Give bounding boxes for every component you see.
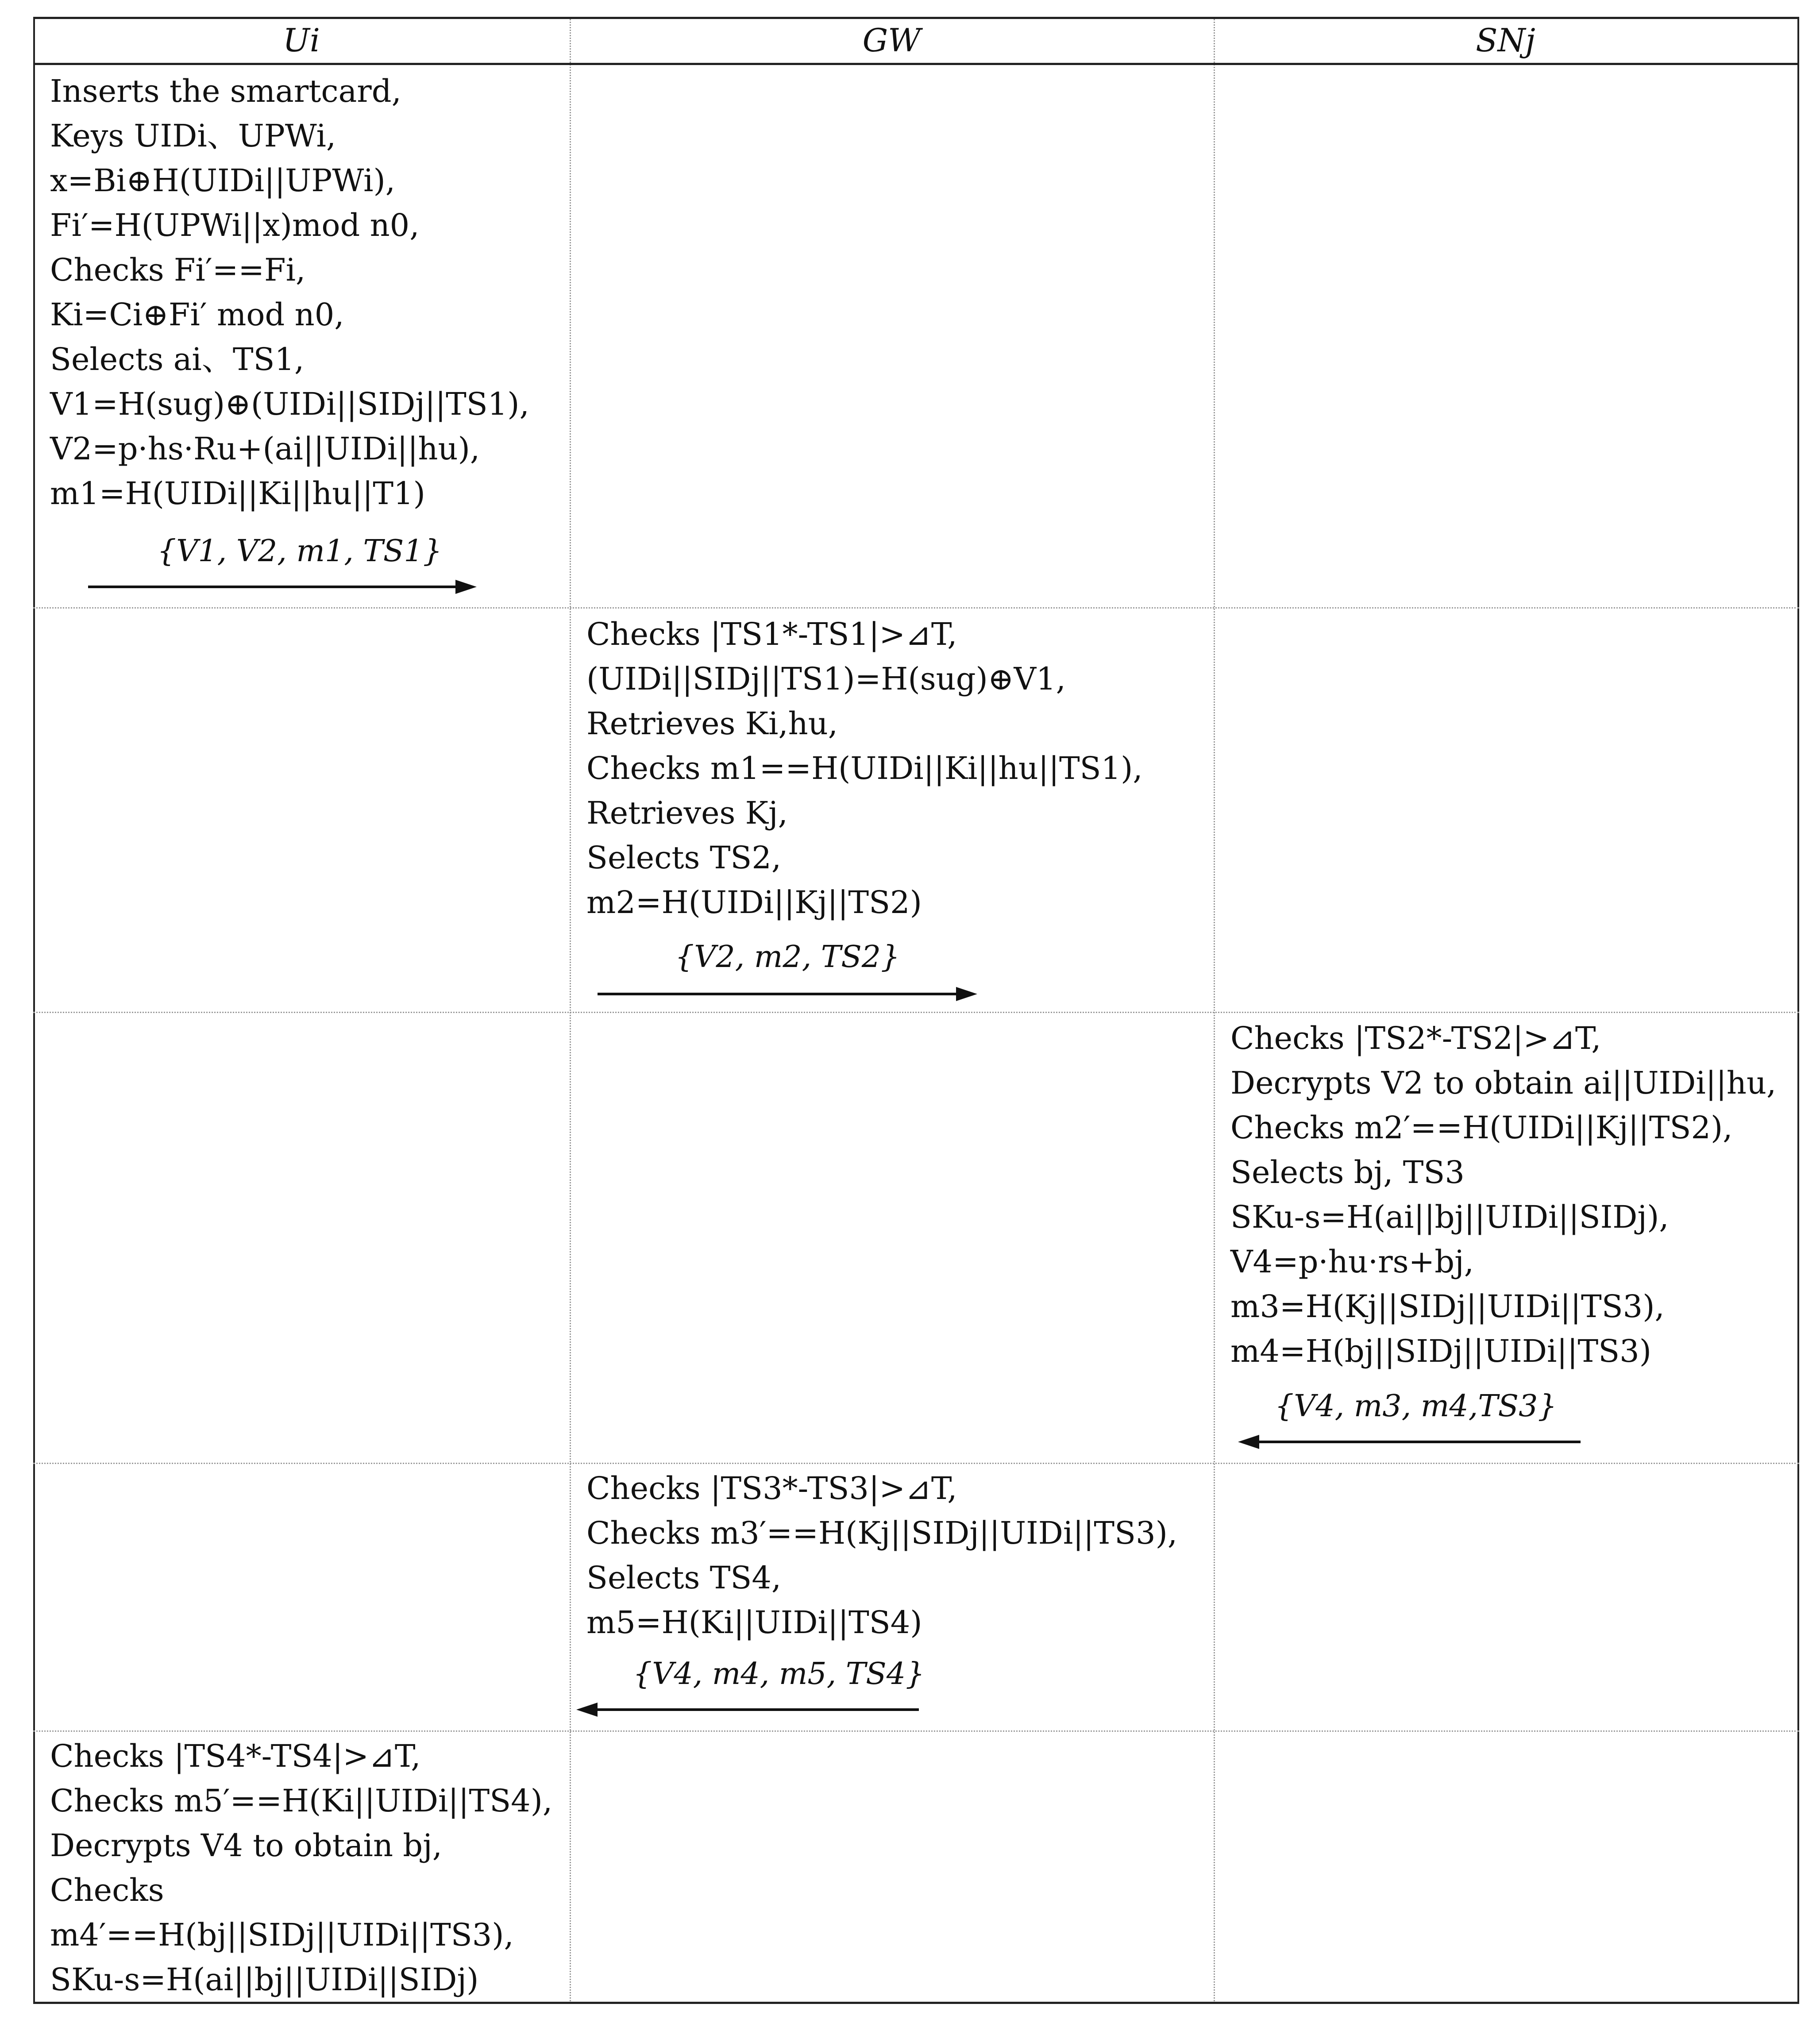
gateway-verification-step <box>586 612 1143 925</box>
step-line: Checks |TS2*-TS2|>⊿T, <box>1230 1020 1601 1056</box>
step-line: Checks m3′==H(Kj||SIDj||UIDi||TS3), <box>586 1515 1178 1551</box>
step-line: Checks |TS1*-TS1|>⊿T, <box>586 616 957 652</box>
step-line: m2=H(UIDi||Kj||TS2) <box>586 884 922 921</box>
step-line: Checks |TS3*-TS3|>⊿T, <box>586 1470 957 1507</box>
step-line: SKu-s=H(ai||bj||UIDi||SIDj) <box>50 1961 479 1998</box>
step-line: Inserts the smartcard, <box>50 73 401 109</box>
step-line: Checks m1==H(UIDi||Ki||hu||TS1), <box>586 750 1143 786</box>
step-line: Retrieves Ki,hu, <box>586 705 838 742</box>
step-line: m5=H(Ki||UIDi||TS4) <box>586 1604 922 1641</box>
column-header-user: Ui <box>283 22 320 59</box>
step-line: m3=H(Kj||SIDj||UIDi||TS3), <box>1230 1288 1665 1325</box>
protocol-table <box>33 17 1799 2004</box>
step-line: Selects TS4, <box>586 1560 782 1596</box>
arrow-left-icon <box>575 1701 921 1718</box>
column-header-gateway: GW <box>862 22 921 59</box>
step-line: Keys UIDi、UPWi, <box>50 118 336 154</box>
step-line: m1=H(UIDi||Ki||hu||T1) <box>50 475 425 512</box>
step-line: Checks m5′==H(Ki||UIDi||TS4), <box>50 1783 553 1819</box>
step-line: Checks Fi′==Fi, <box>50 252 306 288</box>
step-line: SKu-s=H(ai||bj||UIDi||SIDj), <box>1230 1199 1669 1235</box>
message-label: {V4, m4, m5, TS4} <box>633 1657 925 1691</box>
message-label: {V4, m3, m4,TS3} <box>1275 1389 1557 1424</box>
step-line: m4=H(bj||SIDj||UIDi||TS3) <box>1230 1333 1652 1369</box>
step-line: (UIDi||SIDj||TS1)=H(sug)⊕V1, <box>586 661 1066 697</box>
step-line: m4′==H(bj||SIDj||UIDi||TS3), <box>50 1917 514 1953</box>
step-line: Selects bj, TS3 <box>1230 1154 1465 1191</box>
column-header-sensor-node: SNj <box>1476 22 1535 59</box>
step-line: Selects ai、TS1, <box>50 341 305 378</box>
row-divider <box>33 607 1799 609</box>
step-line: x=Bi⊕H(UIDi||UPWi), <box>50 162 396 199</box>
message-label: {V2, m2, TS2} <box>675 940 900 975</box>
step-line: Checks |TS4*-TS4|>⊿T, <box>50 1738 421 1774</box>
step-line: Checks <box>50 1872 164 1908</box>
arrow-right-icon <box>88 578 478 596</box>
gateway-forward-step <box>586 1466 1177 1645</box>
column-divider <box>1214 17 1215 2004</box>
step-line: Decrypts V4 to obtain bj, <box>50 1827 443 1864</box>
sensor-node-step <box>1230 1016 1776 1374</box>
step-line: Retrieves Kj, <box>586 795 788 831</box>
step-line: Ki=Ci⊕Fi′ mod n0, <box>50 297 344 333</box>
step-line: Decrypts V2 to obtain ai||UIDi||hu, <box>1230 1065 1777 1101</box>
message-label: {V1, V2, m1, TS1} <box>157 534 442 569</box>
step-line: Checks m2′==H(UIDi||Kj||TS2), <box>1230 1110 1733 1146</box>
step-line: V4=p·hu·rs+bj, <box>1230 1244 1474 1280</box>
user-login-step <box>50 69 529 516</box>
arrow-left-icon <box>1237 1433 1582 1451</box>
arrow-right-icon <box>598 985 978 1003</box>
column-divider <box>570 17 571 2004</box>
table-border-right <box>1797 17 1799 2004</box>
step-line: Fi′=H(UPWi||x)mod n0, <box>50 207 420 243</box>
step-line: V2=p·hs·Ru+(ai||UIDi||hu), <box>50 431 480 467</box>
step-line: V1=H(sug)⊕(UIDi||SIDj||TS1), <box>50 386 529 422</box>
row-divider <box>33 1012 1799 1013</box>
row-divider <box>33 1730 1799 1732</box>
step-line: Selects TS2, <box>586 840 782 876</box>
table-border-left <box>33 17 35 2004</box>
user-verification-step <box>50 1734 552 2002</box>
row-divider <box>33 1463 1799 1464</box>
